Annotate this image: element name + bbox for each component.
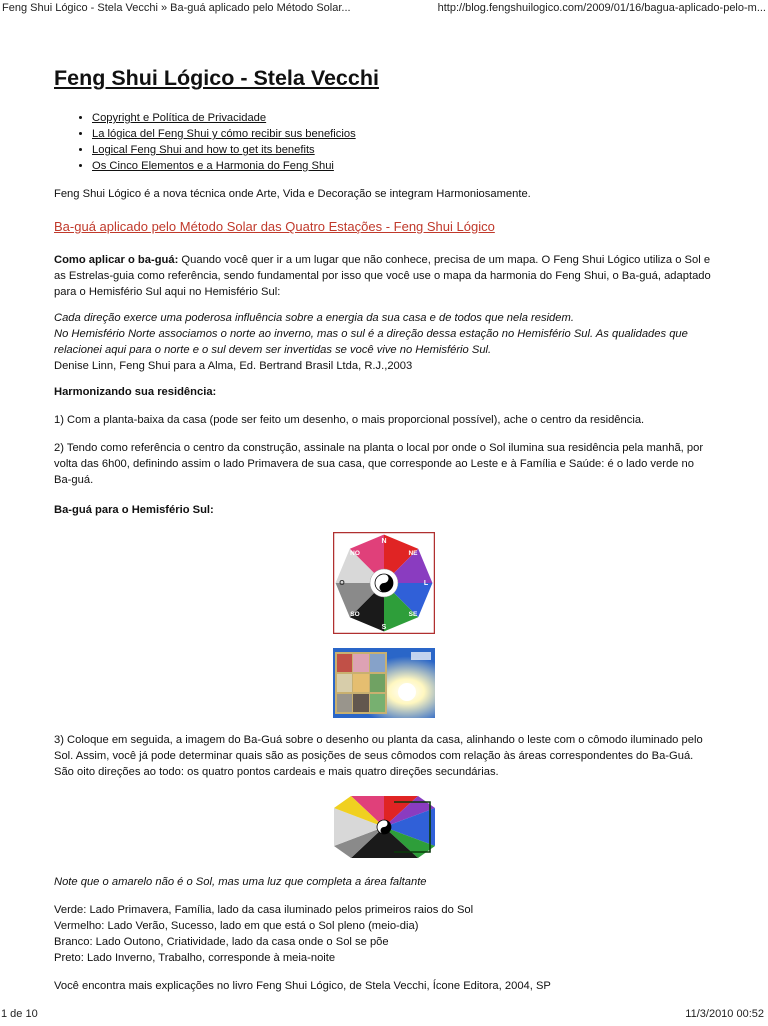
- bagua-heading: Ba-guá para o Hemisfério Sul:: [54, 504, 214, 516]
- print-header: [0, 2, 768, 20]
- header-page-title: Feng Shui Lógico - Stela Vecchi » Ba-guá aplicado pelo Método Solar...: [2, 2, 351, 14]
- floorplan-caption-box: [411, 652, 431, 660]
- step-2: 2) Tendo como referência o centro da construção, assinale na planta o local por onde o Sol ilumina sua residência pela manhã, por volta das 6h00, definindo assim o lado Primavera de sua casa, que corresponde ao Leste e à Família e Saúde: é o lado verde no Ba-guá.: [54, 442, 704, 486]
- color-meanings: [54, 902, 714, 966]
- bagua-label-no: NO: [350, 550, 360, 557]
- how-to-paragraph: [54, 252, 714, 300]
- page-content: [54, 64, 714, 994]
- step-1: 1) Com a planta-baixa da casa (pode ser feito um desenho, o mais proporcional possível), ache o centro da residência.: [54, 414, 645, 426]
- site-intro: Feng Shui Lógico é a nova técnica onde Arte, Vida e Decoração se integram Harmoniosamente.: [54, 188, 531, 200]
- bagua-label-s: S: [381, 624, 387, 631]
- floorplan-room: [353, 694, 369, 712]
- floorplan-image: [333, 648, 435, 718]
- floorplan-room: [337, 674, 352, 692]
- floorplan-room: [370, 694, 385, 712]
- floorplan-room: [337, 654, 352, 672]
- bagua-label-o: O: [339, 580, 345, 587]
- bagua-label-n: N: [381, 538, 387, 545]
- nav-item: [92, 158, 714, 174]
- nav-link-la-logica[interactable]: La lógica del Feng Shui y cómo recibir sus beneficios: [92, 128, 356, 140]
- bagua-overlay-figure: [54, 796, 714, 858]
- bagua-label-l: L: [423, 580, 429, 587]
- book-reference: Você encontra mais explicações no livro Feng Shui Lógico, de Stela Vecchi, Ícone Editora, 2004, SP: [54, 980, 551, 992]
- bagua-overlay-image: [334, 796, 435, 858]
- quote-source: Denise Linn, Feng Shui para a Alma, Ed. Bertrand Brasil Ltda, R.J.,2003: [54, 360, 413, 372]
- footer-datetime: 11/3/2010 00:52: [685, 1008, 764, 1020]
- post-title: [54, 218, 714, 236]
- floorplan-room: [370, 674, 385, 692]
- header-url: http://blog.fengshuilogico.com/2009/01/16/bagua-aplicado-pelo-m...: [437, 2, 766, 14]
- bagua-label-se: SE: [408, 611, 418, 618]
- color-line-black: Preto: Lado Inverno, Trabalho, corresponde à meia-noite: [54, 952, 336, 964]
- floorplan-room: [370, 654, 385, 672]
- step-3: 3) Coloque em seguida, a imagem do Ba-Guá sobre o desenho ou planta da casa, alinhando o leste com o cômodo iluminado pelo Sol. Assim, você já pode determinar quais são as posições de seus cômodos com relação às áreas correspondentes do Ba-Guá. São oito direções ao todo: os quatro pontos cardeais e mais quatro direções secundárias.: [54, 734, 703, 778]
- bagua-label-ne: NE: [408, 550, 418, 557]
- footer-page-number: 1 de 10: [1, 1008, 38, 1020]
- how-to-text: Quando você quer ir a um lugar que não conhece, precisa de um mapa. O Feng Shui Lógico utiliza o Sol e as Estrelas-guia como referência, sendo fundamental por isso que você use o mapa da harmonia do Feng Shui, o Ba-guá, adaptado para o Hemisfério Sul aqui no Hemisfério Sul:: [54, 254, 711, 298]
- harmonize-heading: Harmonizando sua residência:: [54, 386, 217, 398]
- nav-item: [92, 110, 714, 126]
- color-line-white: Branco: Lado Outono, Criatividade, lado da casa onde o Sol se põe: [54, 936, 389, 948]
- quote-line-2: No Hemisfério Norte associamos o norte ao inverno, mas o sul é a direção dessa estação no Hemisfério Sul. As qualidades que relacionei aqui para o norte e o sul devem ser invertidas se você vive no Hemisfério Sul.: [54, 328, 688, 356]
- how-to-label: Como aplicar o ba-guá:: [54, 254, 179, 266]
- color-line-red: Vermelho: Lado Verão, Sucesso, lado em que está o Sol pleno (meio-dia): [54, 920, 419, 932]
- print-footer: [0, 1008, 768, 1026]
- quote-block: [54, 310, 714, 374]
- color-line-green: Verde: Lado Primavera, Família, lado da casa iluminado pelos primeiros raios do Sol: [54, 904, 474, 916]
- floorplan-room: [353, 674, 369, 692]
- sun-icon: [398, 683, 416, 701]
- site-title[interactable]: Feng Shui Lógico - Stela Vecchi: [54, 66, 379, 90]
- nav-item: [92, 142, 714, 158]
- bagua-diagram: [333, 532, 435, 634]
- yellow-note: Note que o amarelo não é o Sol, mas uma luz que completa a área faltante: [54, 876, 427, 888]
- nav-list: [54, 110, 714, 174]
- floorplan-figure: [54, 648, 714, 718]
- post-title-link[interactable]: Ba-guá aplicado pelo Método Solar das Quatro Estações - Feng Shui Lógico: [54, 219, 495, 234]
- quote-line-1: Cada direção exerce uma poderosa influência sobre a energia da sua casa e de todos que nela residem.: [54, 312, 574, 324]
- nav-link-copyright[interactable]: Copyright e Política de Privacidade: [92, 112, 267, 124]
- bagua-figure: [54, 532, 714, 634]
- nav-link-cinco-elementos[interactable]: Os Cinco Elementos e a Harmonia do Feng Shui: [92, 160, 334, 172]
- floorplan-room: [337, 694, 352, 712]
- floorplan-room: [353, 654, 369, 672]
- nav-item: [92, 126, 714, 142]
- nav-link-logical[interactable]: Logical Feng Shui and how to get its benefits: [92, 144, 315, 156]
- bagua-label-so: SO: [350, 611, 360, 618]
